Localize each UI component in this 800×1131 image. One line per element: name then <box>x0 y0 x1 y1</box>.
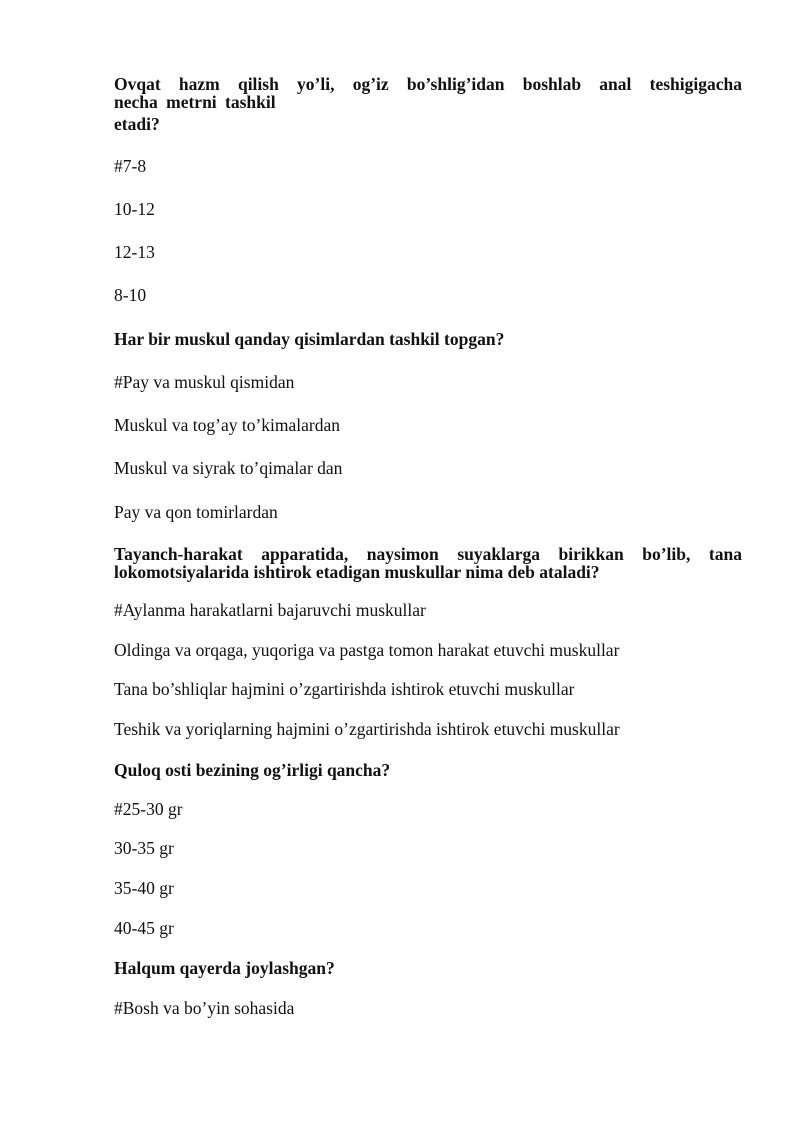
question-2-answer-3: Muskul va siyrak to’qimalar dan <box>114 458 343 478</box>
question-2-line-1: Har bir muskul qanday qisimlardan tashkil topgan? <box>114 329 505 349</box>
question-5-answer-1: #Bosh va bo’yin sohasida <box>114 998 295 1018</box>
question-3-answer-4: Teshik va yoriqlarning hajmini o’zgartirishda ishtirok etuvchi muskullar <box>114 719 620 739</box>
question-4-answer-1: #25-30 gr <box>114 799 183 819</box>
question-3-answer-1: #Aylanma harakatlarni bajaruvchi muskullar <box>114 600 426 620</box>
question-2-answer-4: Pay va qon tomirlardan <box>114 502 278 522</box>
question-1-answer-3: 12-13 <box>114 242 155 262</box>
question-2-answer-1: #Pay va muskul qismidan <box>114 372 295 392</box>
question-1-line-3: etadi? <box>114 114 160 134</box>
question-4-answer-3: 35-40 gr <box>114 878 174 898</box>
question-1-answer-1: #7-8 <box>114 156 147 176</box>
question-3-answer-3: Tana bo’shliqlar hajmini o’zgartirishda ishtirok etuvchi muskullar <box>114 679 575 699</box>
question-1-answer-2: 10-12 <box>114 199 155 219</box>
question-1-line-1: Ovqat hazm qilish yo’li, og’iz bo’shlig’idan boshlab anal teshigigacha <box>114 74 742 94</box>
question-1-line-2: necha metrni tashkil <box>114 92 276 112</box>
question-4-line-1: Quloq osti bezining og’irligi qancha? <box>114 760 391 780</box>
question-3-line-1: Tayanch-harakat apparatida, naysimon suyaklarga birikkan bo’lib, tana <box>114 544 742 564</box>
question-4-answer-2: 30-35 gr <box>114 838 174 858</box>
question-3-line-2: lokomotsiyalarida ishtirok etadigan muskullar nima deb ataladi? <box>114 562 600 582</box>
question-2-answer-2: Muskul va tog’ay to’kimalardan <box>114 415 340 435</box>
question-4-answer-4: 40-45 gr <box>114 918 174 938</box>
question-1-answer-4: 8-10 <box>114 285 147 305</box>
question-5-line-1: Halqum qayerda joylashgan? <box>114 958 335 978</box>
question-3-answer-2: Oldinga va orqaga, yuqoriga va pastga tomon harakat etuvchi muskullar <box>114 640 620 660</box>
